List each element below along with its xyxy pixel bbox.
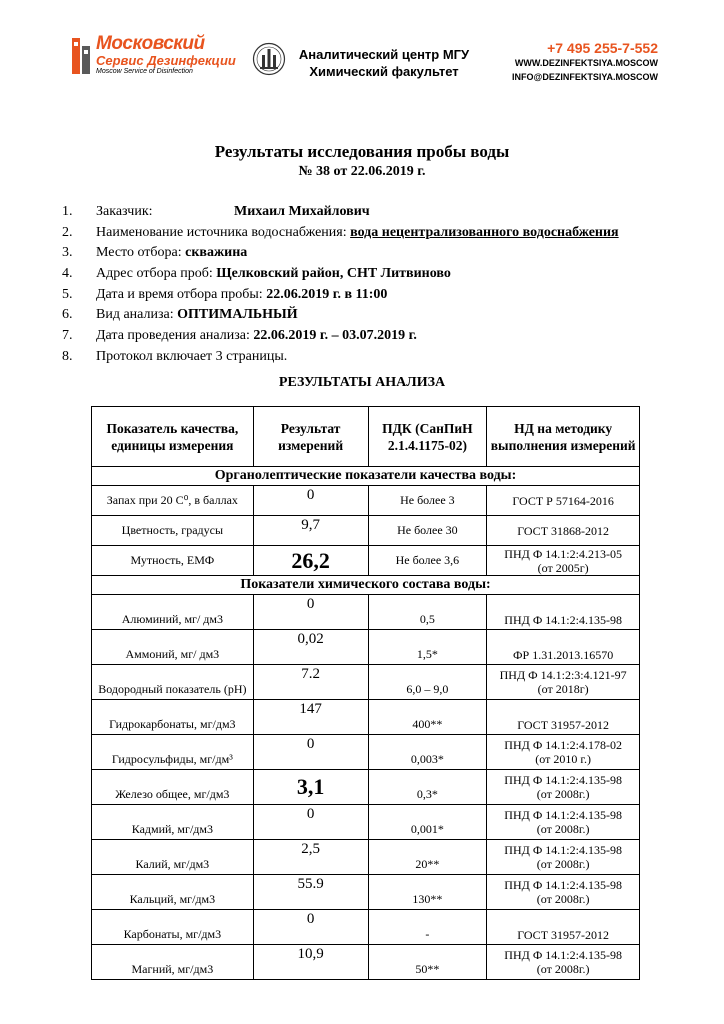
info-water-source: [62, 223, 662, 244]
info-value: 22.06.2019 г. – 03.07.2019 г.: [253, 328, 417, 344]
method-cell: [487, 595, 640, 630]
method-line-1: ПНД Ф 14.1:2:4.178-02: [504, 738, 622, 752]
phone-number[interactable]: +7 495 255-7-552: [547, 40, 658, 56]
method-cell: [487, 665, 640, 700]
section-title: Органолептические показатели качества воды:: [92, 467, 640, 486]
table-row: [92, 735, 640, 770]
method-line-2: (от 2018г): [537, 682, 589, 696]
result-cell: 7.2: [253, 665, 368, 700]
table-row: [92, 516, 640, 546]
indicator-cell: Гидрокарбонаты, мг/дм3: [92, 700, 254, 735]
info-label: Вид анализа:: [96, 307, 174, 323]
table-header-row: [92, 407, 640, 467]
table-row: [92, 486, 640, 516]
result-cell: 3,1: [253, 770, 368, 805]
header-indicator: Показатель качества, единицы измерения: [92, 407, 254, 467]
info-number: 6.: [62, 307, 73, 323]
company-logo-icon: [70, 36, 92, 76]
info-number: 3.: [62, 245, 73, 261]
info-number: 8.: [62, 348, 73, 364]
method-line-1: ПНД Ф 14.1:2:4.135-98: [504, 843, 622, 857]
info-value: 22.06.2019 г. в 11:00: [266, 286, 388, 302]
result-cell: 0: [253, 735, 368, 770]
method-cell: [487, 840, 640, 875]
analytical-center: [293, 46, 475, 80]
results-heading: РЕЗУЛЬТАТЫ АНАЛИЗА: [278, 375, 446, 390]
norm-cell: -: [368, 910, 487, 945]
info-value: скважина: [185, 245, 248, 261]
company-logo: [96, 34, 236, 77]
email-link[interactable]: INFO@DEZINFEKTSIYA.MOSCOW: [512, 72, 658, 82]
result-cell: 0: [253, 486, 368, 516]
method-cell: [487, 735, 640, 770]
info-label: Дата проведения анализа:: [96, 328, 250, 344]
center-line-2: Химический факультет: [309, 64, 459, 79]
indicator-cell: Карбонаты, мг/дм3: [92, 910, 254, 945]
method-cell: [487, 700, 640, 735]
info-label: Протокол включает 3 страницы.: [96, 348, 288, 364]
sample-info-list: [62, 202, 662, 368]
method-line-1: ГОСТ 31868-2012: [517, 523, 610, 538]
norm-cell: 0,3*: [368, 770, 487, 805]
norm-cell: 0,001*: [368, 805, 487, 840]
contacts-block: [512, 40, 658, 84]
msu-emblem-icon: [252, 42, 286, 76]
norm-cell: Не более 3,6: [368, 546, 487, 576]
method-line-2: (от 2008г.): [536, 892, 590, 906]
indicator-cell: Гидросульфиды, мг/дм³: [92, 735, 254, 770]
norm-cell: 20**: [368, 840, 487, 875]
method-cell: [487, 630, 640, 665]
indicator-cell: Калий, мг/дм3: [92, 840, 254, 875]
method-cell: [487, 805, 640, 840]
table-row: [92, 840, 640, 875]
indicator-cell: Мутность, ЕМФ: [92, 546, 254, 576]
document-number: № 38 от 22.06.2019 г.: [298, 164, 426, 179]
result-cell: 26,2: [253, 546, 368, 576]
indicator-cell: Железо общее, мг/дм3: [92, 770, 254, 805]
table-row: [92, 875, 640, 910]
logo-english-text: Moscow Service of Disinfection: [96, 68, 193, 75]
norm-cell: 130**: [368, 875, 487, 910]
info-pages: [62, 347, 662, 368]
indicator-cell: Цветность, градусы: [92, 516, 254, 546]
table-row: [92, 546, 640, 576]
header-pdk: ПДК (СанПиН 2.1.4.1175-02): [368, 407, 487, 467]
table-row: [92, 665, 640, 700]
result-cell: 147: [253, 700, 368, 735]
method-line-2: (от 2010 г.): [535, 752, 591, 766]
info-analysis-type: [62, 305, 662, 326]
method-line-1: ГОСТ Р 57164-2016: [512, 493, 614, 508]
method-line-2: (от 2008г.): [536, 962, 590, 976]
table-row: [92, 595, 640, 630]
norm-cell: 0,003*: [368, 735, 487, 770]
result-cell: 0,02: [253, 630, 368, 665]
method-line-2: (от 2008г.): [536, 787, 590, 801]
table-row: [92, 630, 640, 665]
norm-cell: 400**: [368, 700, 487, 735]
info-label: Наименование источника водоснабжения:: [96, 224, 347, 240]
method-cell: [487, 486, 640, 516]
indicator-cell: Алюминий, мг/ дм3: [92, 595, 254, 630]
result-cell: 10,9: [253, 945, 368, 980]
info-address: [62, 264, 662, 285]
result-cell: 0: [253, 805, 368, 840]
method-line-1: ПНД Ф 14.1:2:4.135-98: [504, 808, 622, 822]
section-chemical: [92, 576, 640, 595]
indicator-cell: Водородный показатель (pH): [92, 665, 254, 700]
results-table: [91, 406, 640, 980]
info-label: Место отбора:: [96, 245, 182, 261]
info-number: 1.: [62, 204, 73, 219]
header-result: Результат измерений: [253, 407, 368, 467]
info-number: 7.: [62, 328, 73, 344]
method-line-1: ПНД Ф 14.1:2:4.213-05: [504, 546, 622, 561]
info-value: Щелковский район, СНТ Литвиново: [216, 266, 451, 282]
info-customer: [62, 202, 662, 223]
indicator-cell: Кадмий, мг/дм3: [92, 805, 254, 840]
info-value: ОПТИМАЛЬНЫЙ: [177, 307, 298, 323]
section-organoleptic: [92, 467, 640, 486]
info-number: 2.: [62, 224, 73, 240]
norm-cell: 6,0 – 9,0: [368, 665, 487, 700]
method-line-2: (от 2008г.): [536, 822, 590, 836]
method-line-1: ФР 1.31.2013.16570: [513, 648, 614, 662]
method-line-1: ПНД Ф 14.1:2:4.135-98: [504, 773, 622, 787]
method-line-1: ПНД Ф 14.1:2:4.135-98: [504, 613, 622, 627]
result-cell: 9,7: [253, 516, 368, 546]
center-line-1: Аналитический центр МГУ: [298, 47, 470, 62]
method-cell: [487, 945, 640, 980]
norm-cell: 50**: [368, 945, 487, 980]
norm-cell: Не более 30: [368, 516, 487, 546]
info-sampling-place: [62, 243, 662, 264]
indicator-cell: Аммоний, мг/ дм3: [92, 630, 254, 665]
document-title: Результаты исследования пробы воды: [214, 142, 510, 161]
info-label: Заказчик:: [96, 204, 153, 219]
method-line-1: ГОСТ 31957-2012: [517, 718, 610, 732]
result-cell: 2,5: [253, 840, 368, 875]
method-cell: [487, 770, 640, 805]
table-row: [92, 910, 640, 945]
table-row: [92, 945, 640, 980]
result-cell: 0: [253, 595, 368, 630]
section-title: Показатели химического состава воды:: [92, 576, 640, 595]
page-header: [0, 0, 724, 100]
method-line-1: ПНД Ф 14.1:2:4.135-98: [504, 948, 622, 962]
indicator-cell: Магний, мг/дм3: [92, 945, 254, 980]
logo-main-text: Московский: [96, 33, 205, 54]
info-sampling-datetime: [62, 285, 662, 306]
method-line-1: ПНД Ф 14.1:2:3:4.121-97: [499, 668, 627, 682]
table-row: [92, 805, 640, 840]
info-number: 5.: [62, 286, 73, 302]
method-line-2: (от 2008г.): [536, 857, 590, 871]
norm-cell: Не более 3: [368, 486, 487, 516]
table-row: [92, 770, 640, 805]
website-link[interactable]: WWW.DEZINFEKTSIYA.MOSCOW: [514, 58, 658, 68]
info-number: 4.: [62, 266, 73, 282]
method-line-1: ГОСТ 31957-2012: [517, 928, 610, 942]
result-cell: 0: [253, 910, 368, 945]
info-analysis-dates: [62, 326, 662, 347]
info-label: Адрес отбора проб:: [96, 266, 213, 282]
indicator-cell: Кальций, мг/дм3: [92, 875, 254, 910]
header-method: НД на методику выполнения измерений: [487, 407, 640, 467]
method-line-1: ПНД Ф 14.1:2:4.135-98: [504, 878, 622, 892]
info-value: вода нецентрализованного водоснабжения: [350, 224, 619, 240]
method-cell: [487, 516, 640, 546]
table-row: [92, 700, 640, 735]
method-cell: [487, 875, 640, 910]
method-line-2: (от 2005г): [537, 560, 589, 575]
info-value: Михаил Михайлович: [234, 204, 370, 219]
info-label: Дата и время отбора пробы:: [96, 286, 263, 302]
indicator-cell: Запах при 20 С⁰, в баллах: [92, 486, 254, 516]
result-cell: 55.9: [253, 875, 368, 910]
norm-cell: 1,5*: [368, 630, 487, 665]
logo-sub-text: Сервис Дезинфекции: [96, 53, 236, 68]
method-cell: [487, 546, 640, 576]
method-cell: [487, 910, 640, 945]
norm-cell: 0,5: [368, 595, 487, 630]
